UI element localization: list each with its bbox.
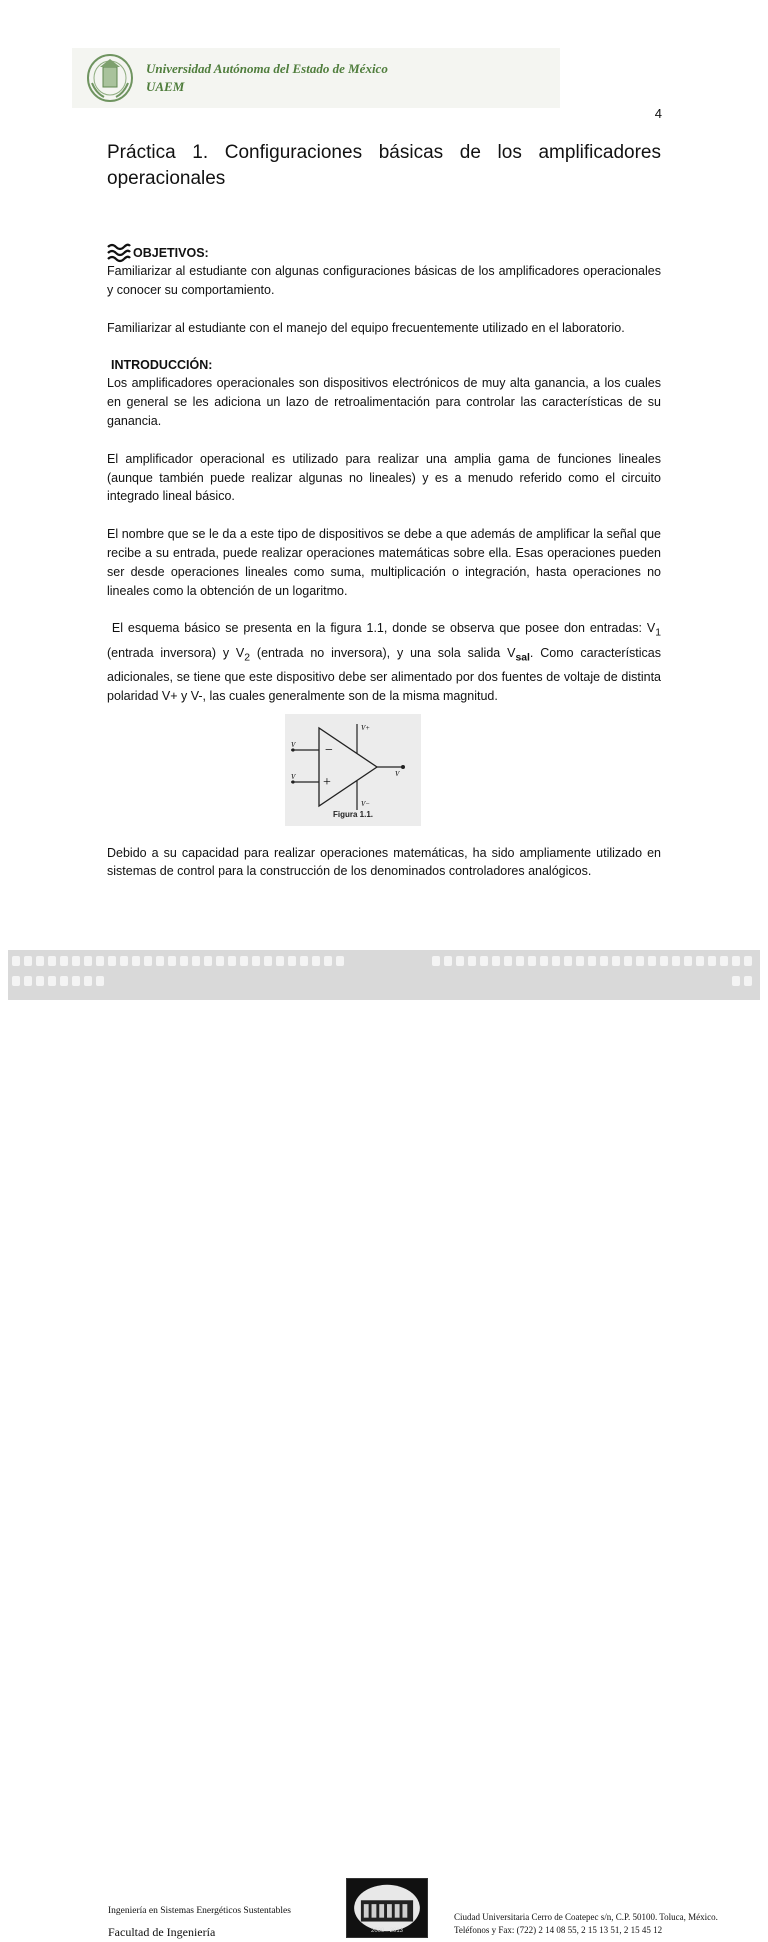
objetivos-paragraph-2: Familiarizar al estudiante con el manejo del equipo frecuentemente utilizado en el laboratorio. [107, 320, 625, 335]
page-number: 4 [654, 106, 662, 121]
opamp-figure [285, 714, 421, 826]
footer-program: Ingeniería en Sistemas Energéticos Sustentables [108, 1906, 291, 1916]
footer-decorative-strip [8, 950, 760, 1000]
title-line-1: Práctica 1. Configuraciones básicas de los amplificadores [107, 142, 661, 163]
intro-paragraph-5: Debido a su capacidad para realizar operaciones matemáticas, ha sido ampliamente utilizado en sistemas de control para la construcción de los denominados controladores analógicos. [107, 845, 661, 879]
wave-bullet-icon [107, 242, 131, 262]
university-name: Universidad Autónoma del Estado de México [146, 61, 388, 76]
intro-paragraph-3: El nombre que se le da a este tipo de dispositivos se debe a que además de amplificar la señal que recibe a su entrada, puede realizar operaciones matemáticas sobre ella. Esas operaciones pueden ser desde operaciones lineales como suma, multiplicación o integración, hasta operaciones no lineales como la obtención de un logaritmo. [107, 527, 661, 598]
document-body [107, 140, 661, 881]
objetivos-heading-row [107, 240, 661, 262]
vout-label: V [395, 769, 400, 778]
footer-image-caption: 2009 - 2013 [370, 1928, 404, 1934]
intro-paragraph-4: El esquema básico se presenta en la figura 1.1, donde se observa que posee don entradas: $V_1$ (entrada inversora) y $V_2$ (entrada no inversora), y una sola salida $V_{sal}$. Como características adicionales, se tiene que este dispositivo debe ser alimentado por dos fuentes de voltaje de distinta polaridad V+ y V-, las cuales generalmente son de la misma magnitud. [107, 621, 662, 703]
university-acronym: UAEM [146, 79, 185, 94]
objetivos-heading: OBJETIVOS: [133, 246, 209, 260]
vplus-label: V+ [361, 723, 370, 732]
footer-faculty: Facultad de Ingeniería [108, 1925, 216, 1939]
title-line-2: operacionales [107, 168, 226, 189]
figure-caption: Figura 1.1. [333, 809, 374, 819]
uaem-seal-logo [86, 53, 134, 103]
intro-paragraph-2: El amplificador operacional es utilizado para realizar una amplia gama de funciones lineales (aunque también puede realizar algunas no lineales) y es a menudo referido como el circuito integrado lineal básico. [107, 451, 661, 504]
intro-paragraph-1: Los amplificadores operacionales son dispositivos electrónicos de muy alta ganancia, a los cuales en general se les adiciona un lazo de retroalimentación para controlar las características de su ganancia. [107, 376, 661, 428]
footer-address: Ciudad Universitaria Cerro de Coatepec s/n, C.P. 50100. Toluca, México. [454, 1912, 718, 1922]
footer-phones: Teléfonos y Fax: (722) 2 14 08 55, 2 15 13 51, 2 15 45 12 [454, 1925, 663, 1935]
page-title [107, 140, 661, 192]
minus-sign: − [325, 742, 333, 758]
objetivos-paragraph-1: Familiarizar al estudiante con algunas configuraciones básicas de los amplificadores operacionales y conocer su comportamiento. [107, 264, 661, 297]
vminus-label: V− [361, 799, 370, 808]
v2-label: V [291, 772, 296, 781]
v1-label: V [291, 740, 296, 749]
plus-sign: + [323, 774, 331, 790]
page-header [72, 48, 560, 108]
footer-building-photo [346, 1878, 428, 1938]
page-footer [0, 940, 768, 1939]
introduccion-heading: INTRODUCCIÓN: [111, 358, 213, 373]
